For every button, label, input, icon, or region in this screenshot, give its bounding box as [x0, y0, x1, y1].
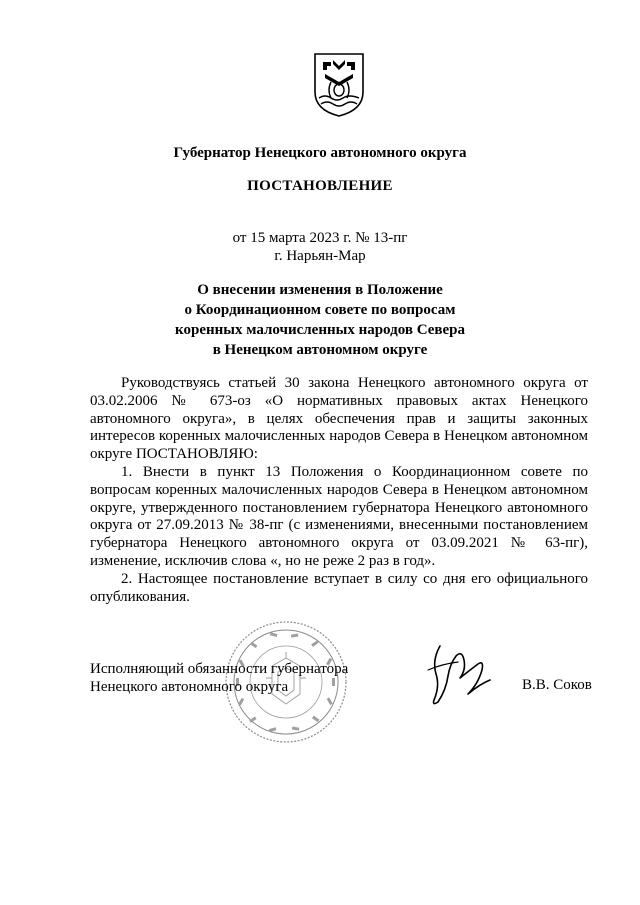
issuing-authority: Губернатор Ненецкого автономного округа	[173, 145, 467, 161]
coat-of-arms-icon	[313, 52, 365, 118]
title-line: о Координационном совете по вопросам	[184, 302, 456, 318]
body-paragraph: 2. Настоящее постановление вступает в силу со дня его официального опубликования.	[90, 570, 588, 605]
document-type: ПОСТАНОВЛЕНИЕ	[247, 178, 393, 194]
signatory-position	[90, 660, 348, 696]
body-paragraph: 1. Внести в пункт 13 Положения о Координационном совете по вопросам коренных малочисленных народов Севера в Ненецком автономном округе, утвержденного постановлением губернатора Ненецкого автономного округа от 27.09.2013 № 38-пг (с изменениями, внесенными постановлением губернатора Ненецкого автономного округа от 03.09.2021 № 63-пг), изменение, исключив слова «, но не реже 2 раз в год».	[90, 463, 588, 569]
date-number: от 15 марта 2023 г. № 13-пг	[232, 230, 408, 246]
position-line: Ненецкого автономного округа	[90, 679, 289, 695]
document-title	[0, 280, 640, 360]
body-paragraph: Руководствуясь статьей 30 закона Ненецкого автономного округа от 03.02.2006 № 673-оз «О нормативных правовых актах Ненецкого автономного округа», в целях обеспечения прав и защиты законных интересов коренных малочисленных народов Севера в Ненецком автономном округе ПОСТАНОВЛЯЮ:	[90, 375, 588, 463]
title-line: О внесении изменения в Положение	[197, 282, 443, 298]
handwritten-signature	[412, 640, 502, 710]
title-line: в Ненецком автономном округе	[212, 342, 428, 358]
signatory-name: В.В. Соков	[522, 677, 592, 693]
document-body	[90, 375, 588, 606]
title-line: коренных малочисленных народов Севера	[175, 322, 465, 338]
city: г. Нарьян-Мар	[274, 248, 366, 264]
position-line: Исполняющий обязанности губернатора	[90, 661, 349, 677]
